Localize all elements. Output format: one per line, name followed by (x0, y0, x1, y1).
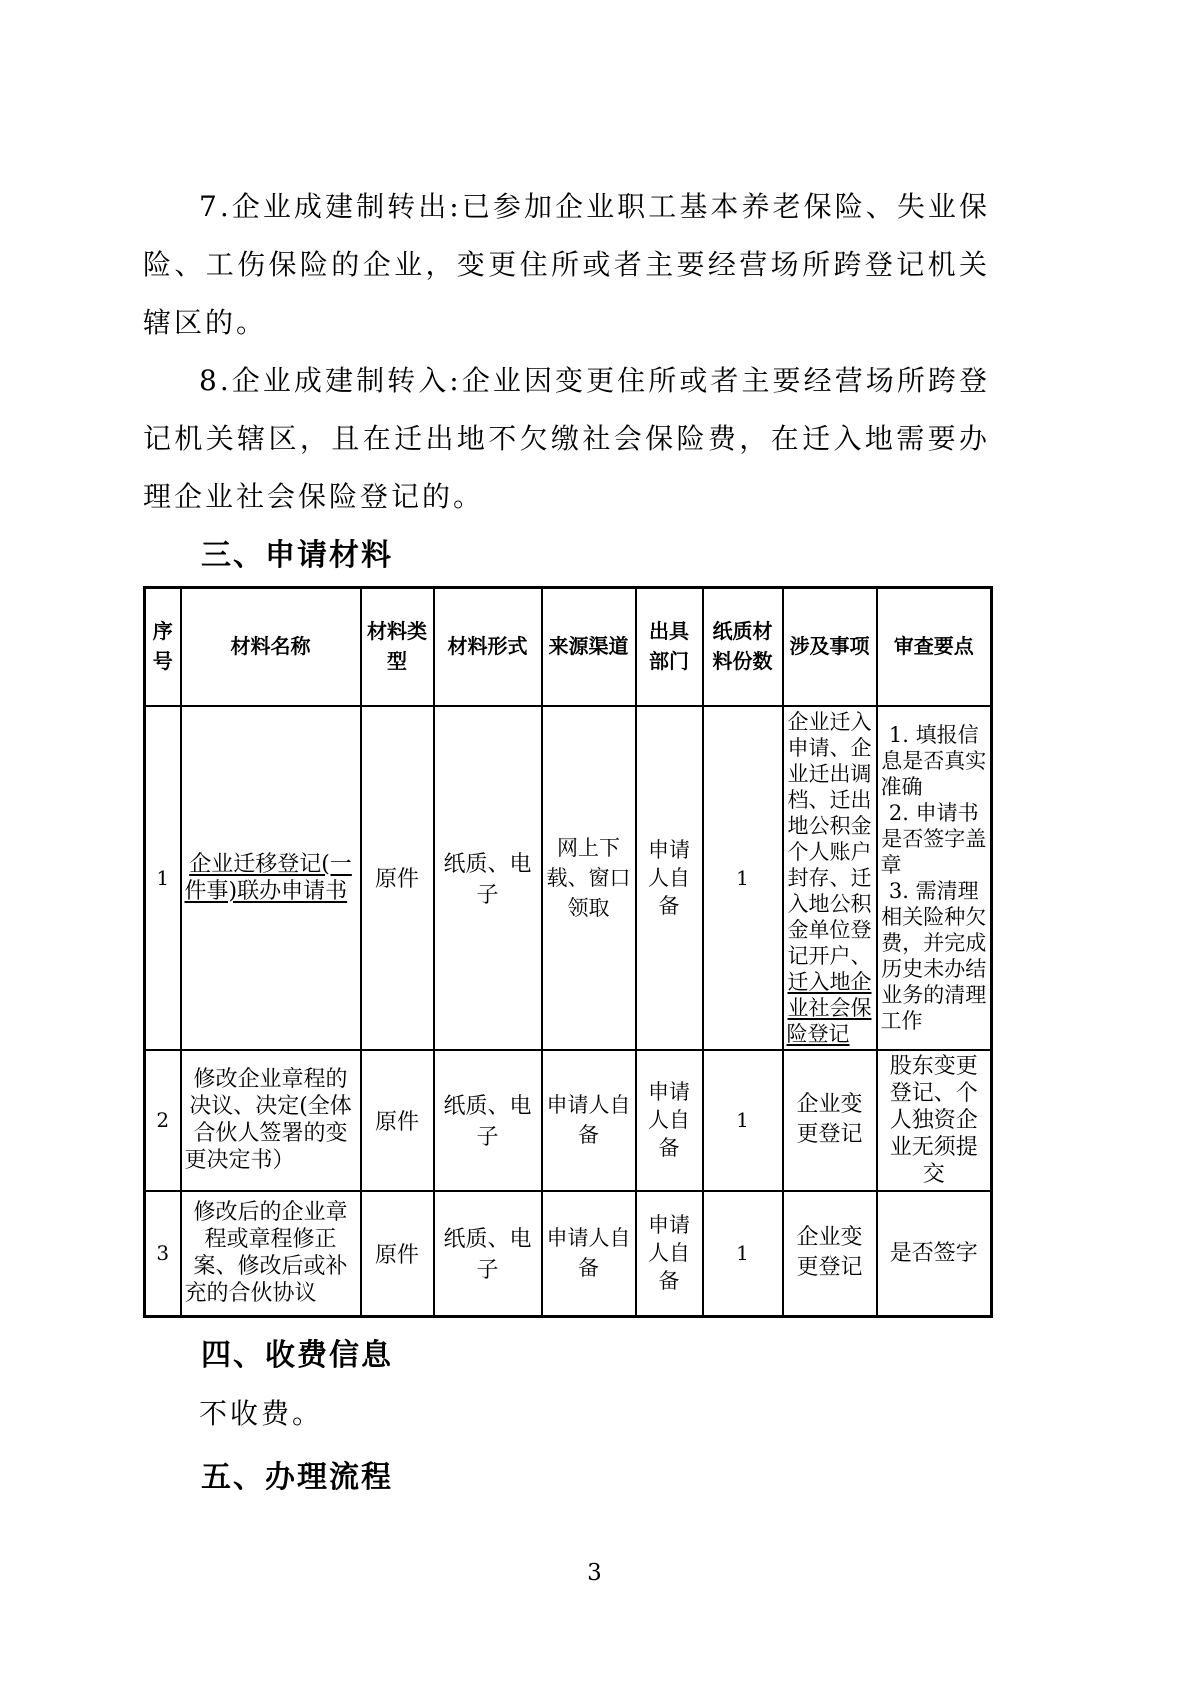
cell-related-matters: 企业变更登记 (783, 1191, 877, 1317)
cell-review-points: 是否签字 (877, 1191, 992, 1317)
cell-issuing-dept: 申请人自备 (636, 1050, 703, 1191)
cell-paper-copies: 1 (703, 1191, 783, 1317)
page-number: 3 (587, 1560, 602, 1586)
materials-table (143, 586, 993, 1318)
table-header-row (145, 588, 992, 706)
cell-related-matters: 企业变更登记 (783, 1050, 877, 1191)
cell-material-type: 原件 (361, 1050, 434, 1191)
cell-related-matters (783, 706, 877, 1050)
cell-material-form: 纸质、电子 (434, 706, 542, 1050)
review-item-2: 2. 申请书是否签字盖章 (880, 800, 987, 877)
cell-source-channel: 申请人自备 (542, 1191, 636, 1317)
header-material-type: 材料类型 (361, 588, 434, 706)
related-matters-text: 企业迁入申请、企业迁出调档、迁出地公积金个人账户封存、迁入地公积金单位登记开户、 (787, 709, 872, 968)
material-name-link[interactable]: 企业迁移登记(一件事)联办申请书 (184, 851, 352, 904)
paragraph-7: 7.企业成建制转出:已参加企业职工基本养老保险、失业保险、工伤保险的企业，变更住所或者主要经营场所跨登记机关辖区的。 (143, 190, 990, 339)
document-content (143, 178, 990, 1498)
related-matters-link[interactable]: 迁入地企业社会保险登记 (786, 969, 872, 1046)
cell-material-name: 修改后的企业章程或章程修正案、修改后或补充的合伙协议 (181, 1191, 361, 1317)
cell-paper-copies: 1 (703, 706, 783, 1050)
header-paper-copies: 纸质材料份数 (703, 588, 783, 706)
cell-review-points: 股东变更登记、个人独资企业无须提交 (877, 1050, 992, 1191)
review-item-3: 3. 需清理相关险种欠费，并完成历史未办结业务的清理工作 (880, 878, 987, 1033)
section-heading-materials: 三、申请材料 (201, 539, 393, 572)
cell-seq: 1 (145, 706, 181, 1050)
cell-seq: 3 (145, 1191, 181, 1317)
cell-material-name (181, 706, 361, 1050)
cell-seq: 2 (145, 1050, 181, 1191)
cell-material-type: 原件 (361, 706, 434, 1050)
cell-issuing-dept: 申请人自备 (636, 1191, 703, 1317)
cell-paper-copies: 1 (703, 1050, 783, 1191)
header-material-form: 材料形式 (434, 588, 542, 706)
fees-note: 不收费。 (199, 1397, 324, 1430)
cell-review-points (877, 706, 992, 1050)
table-row (145, 706, 992, 1050)
cell-material-type: 原件 (361, 1191, 434, 1317)
header-review-points: 审查要点 (877, 588, 992, 706)
table-row (145, 1191, 992, 1317)
paragraph-8: 8.企业成建制转入:企业因变更住所或者主要经营场所跨登记机关辖区，且在迁出地不欠缴社会保险费，在迁入地需要办理企业社会保险登记的。 (143, 364, 990, 513)
header-source-channel: 来源渠道 (542, 588, 636, 706)
cell-material-form: 纸质、电子 (434, 1050, 542, 1191)
cell-issuing-dept: 申请人自备 (636, 706, 703, 1050)
section-heading-fees: 四、收费信息 (201, 1339, 393, 1372)
header-seq: 序号 (145, 588, 181, 706)
header-related-matters: 涉及事项 (783, 588, 877, 706)
header-issuing-dept: 出具部门 (636, 588, 703, 706)
review-item-1: 1. 填报信息是否真实准确 (880, 722, 987, 799)
table-row (145, 1050, 992, 1191)
cell-source-channel: 网上下载、窗口领取 (542, 706, 636, 1050)
cell-material-name: 修改企业章程的决议、决定(全体合伙人签署的变更决定书） (181, 1050, 361, 1191)
header-material-name: 材料名称 (181, 588, 361, 706)
section-heading-process: 五、办理流程 (201, 1461, 393, 1494)
cell-material-form: 纸质、电子 (434, 1191, 542, 1317)
cell-source-channel: 申请人自备 (542, 1050, 636, 1191)
